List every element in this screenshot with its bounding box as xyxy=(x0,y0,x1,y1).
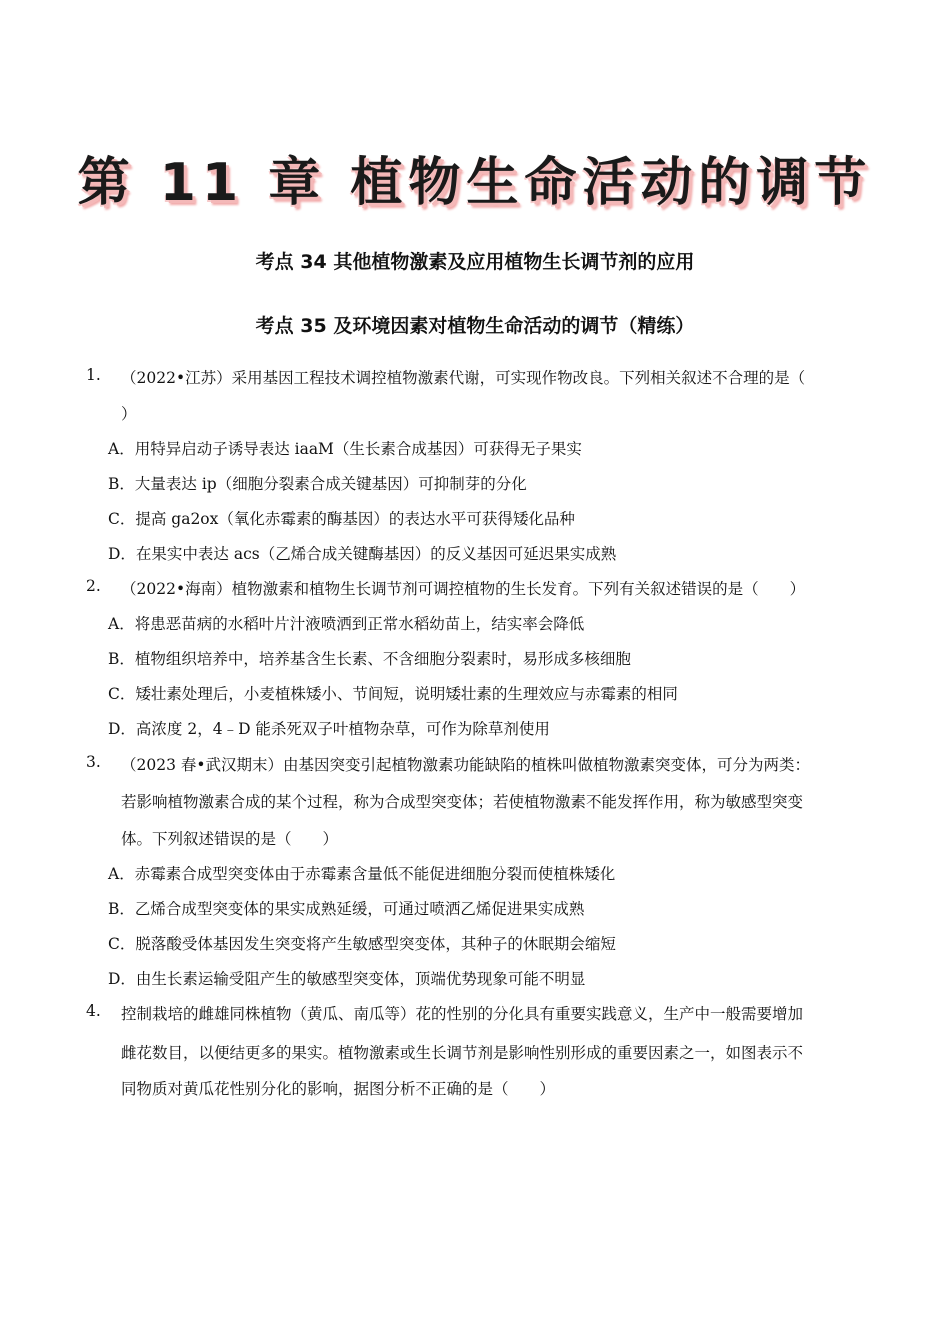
section-subtitle-2: 考点 35 及环境因素对植物生命活动的调节（精练） xyxy=(255,315,695,337)
option-b: B．植物组织培养中，培养基含生长素、不含细胞分裂素时，易形成多核细胞 xyxy=(108,650,631,668)
question-number: 1. xyxy=(86,366,101,384)
option-a: A．用特异启动子诱导表达 iaaM（生长素合成基因）可获得无子果实 xyxy=(108,440,582,458)
option-d: D．在果实中表达 acs（乙烯合成关键酶基因）的反义基因可延迟果实成熟 xyxy=(108,545,617,563)
section-subtitle-1: 考点 34 其他植物激素及应用植物生长调节剂的应用 xyxy=(255,251,695,273)
question-text-line: 若影响植物激素合成的某个过程，称为合成型突变体；若使植物激素不能发挥作用，称为敏感型突变 xyxy=(121,793,804,811)
question-text-line: （2023 春•武汉期末）由基因突变引起植物激素功能缺陷的植株叫做植物激素突变体，可分为两类： xyxy=(121,756,811,774)
question-text-line: （2022•海南）植物激素和植物生长调节剂可调控植物的生长发育。下列有关叙述错误的是（ ） xyxy=(121,580,806,598)
question-text-line: 同物质对黄瓜花性别分化的影响，据图分析不正确的是（ ） xyxy=(121,1080,556,1098)
question-text-line: ） xyxy=(121,405,137,423)
option-c: C．矮壮素处理后，小麦植株矮小、节间短，说明矮壮素的生理效应与赤霉素的相同 xyxy=(108,685,678,703)
option-d: D．由生长素运输受阻产生的敏感型突变体，顶端优势现象可能不明显 xyxy=(108,970,586,988)
question-text-line: 体。下列叙述错误的是（ ） xyxy=(121,830,339,848)
question-text-line: 雌花数目，以便结更多的果实。植物激素或生长调节剂是影响性别形成的重要因素之一，如图表示不 xyxy=(121,1044,804,1062)
question-text-line: 控制栽培的雌雄同株植物（黄瓜、南瓜等）花的性别的分化具有重要实践意义，生产中一般需要增加 xyxy=(121,1005,804,1023)
question-number: 3. xyxy=(86,753,101,771)
option-d: D．高浓度 2，4﹣D 能杀死双子叶植物杂草，可作为除草剂使用 xyxy=(108,720,550,738)
question-number: 2. xyxy=(86,577,101,595)
question-number: 4. xyxy=(86,1002,101,1020)
option-c: C．脱落酸受体基因发生突变将产生敏感型突变体，其种子的休眠期会缩短 xyxy=(108,935,616,953)
chapter-title: 第 11 章 植物生命活动的调节 xyxy=(77,153,873,213)
option-a: A．将患恶苗病的水稻叶片汁液喷洒到正常水稻幼苗上，结实率会降低 xyxy=(108,615,585,633)
question-text-line: （2022•江苏）采用基因工程技术调控植物激素代谢，可实现作物改良。下列相关叙述不合理的是（ xyxy=(121,369,806,387)
option-c: C．提高 ga2ox（氧化赤霉素的酶基因）的表达水平可获得矮化品种 xyxy=(108,510,575,528)
option-a: A．赤霉素合成型突变体由于赤霉素含量低不能促进细胞分裂而使植株矮化 xyxy=(108,865,616,883)
option-b: B．大量表达 ip（细胞分裂素合成关键基因）可抑制芽的分化 xyxy=(108,475,527,493)
option-b: B．乙烯合成型突变体的果实成熟延缓，可通过喷洒乙烯促进果实成熟 xyxy=(108,900,585,918)
